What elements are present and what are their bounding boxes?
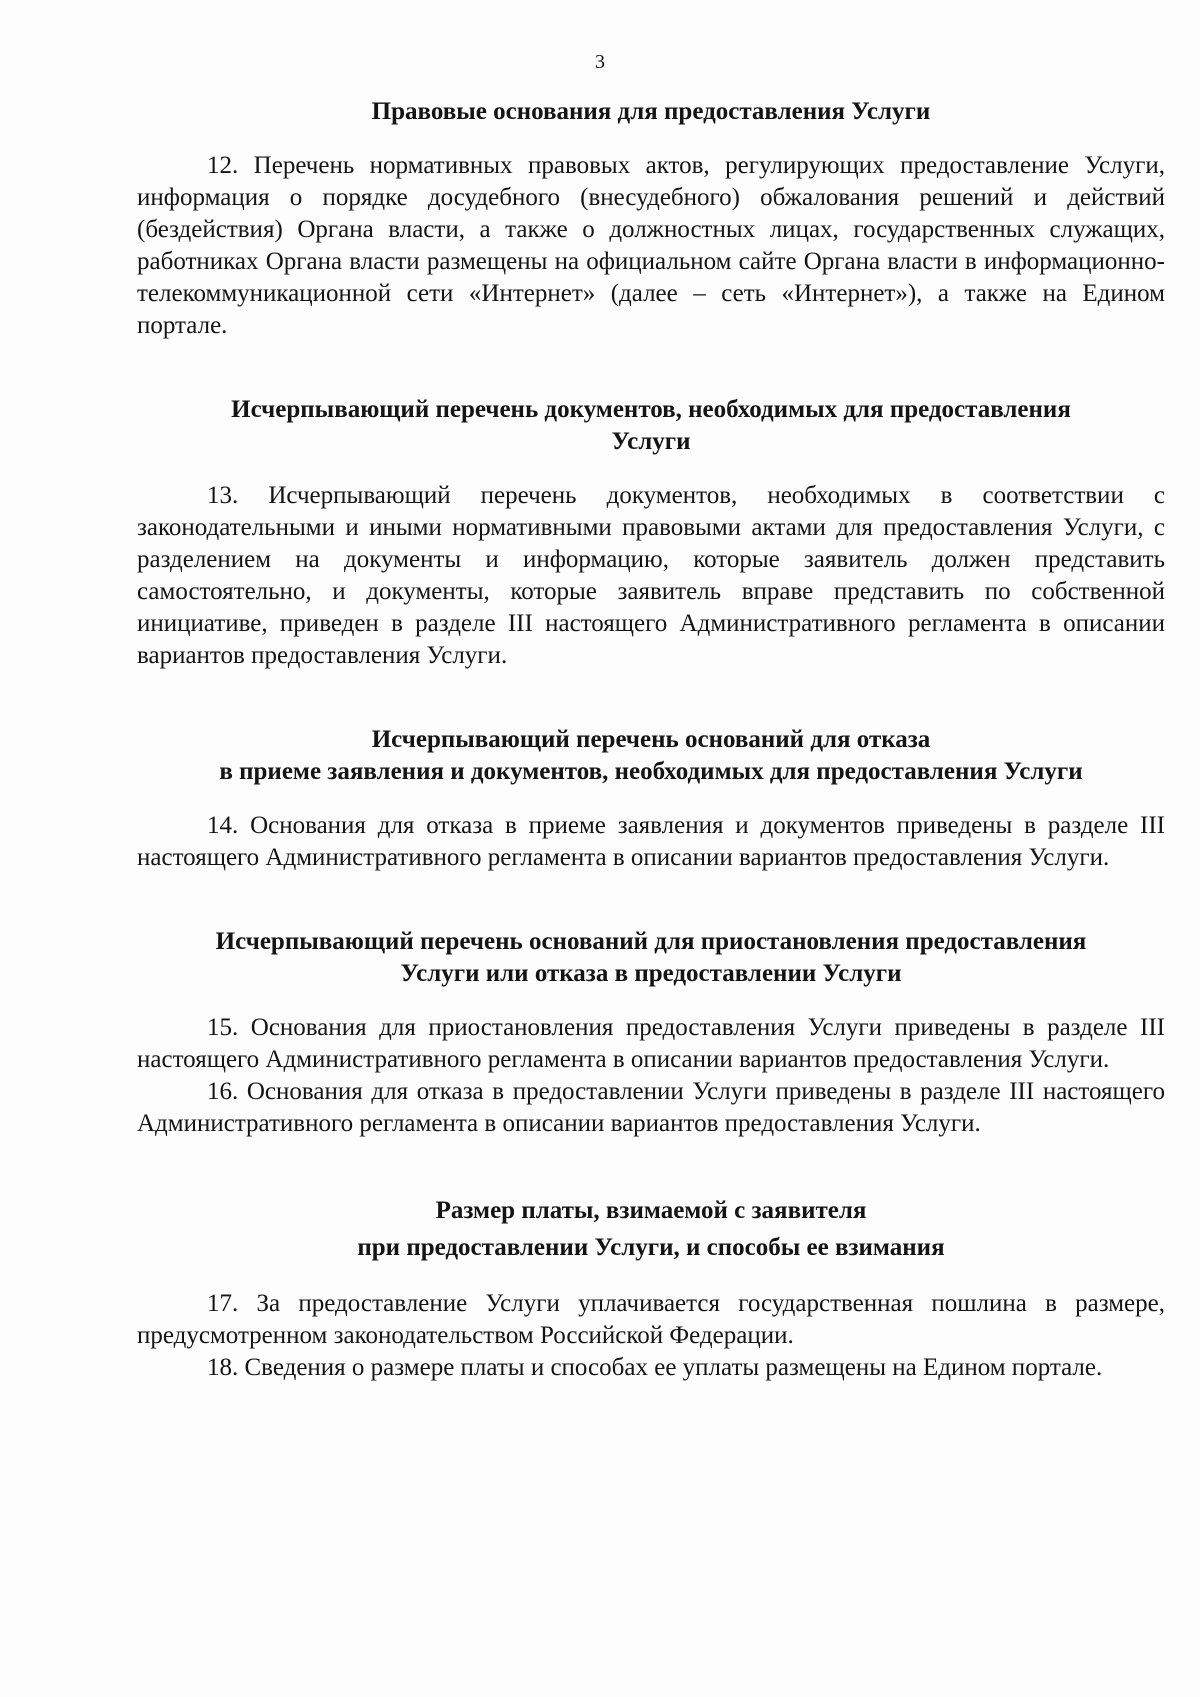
section-heading [137,724,1165,788]
section-legal-grounds [137,96,1165,342]
section-heading [137,96,1165,128]
document-body [137,96,1165,1384]
section-heading-line: Услуги [611,428,691,455]
section-heading-line: Исчерпывающий перечень оснований для отказа [371,726,931,753]
paragraph-16: 16. Основания для отказа в предоставлении Услуги приведены в разделе III настоящего Административного регламента в описании вариантов предоставления Услуги. [137,1078,1165,1137]
paragraph-12: 12. Перечень нормативных правовых актов, регулирующих предоставление Услуги, информация о порядке досудебного (внесудебного) обжалования решений и действий (бездействия) Органа власти, а также о должностных лицах, государственных служащих, работниках Органа власти размещены на официальном сайте Органа власти в информационно-телекоммуникационной сети «Интернет» (далее – сеть «Интернет»), а также на Едином портале. [137,152,1165,339]
section-heading-line: Исчерпывающий перечень оснований для приостановления предоставления [215,928,1087,955]
section-heading [137,394,1165,458]
section-heading [137,926,1165,990]
section-heading-line: Размер платы, взимаемой с заявителя [435,1197,867,1224]
section-documents-list [137,394,1165,672]
section-heading-line: при предоставлении Услуги, и способы ее взимания [357,1234,945,1261]
section-heading-line: в приеме заявления и документов, необходимых для предоставления Услуги [219,758,1083,785]
section-heading-line: Услуги или отказа в предоставлении Услуги [400,960,902,987]
paragraph-14: 14. Основания для отказа в приеме заявления и документов приведены в разделе III настоящего Административного регламента в описании вариантов предоставления Услуги. [137,812,1165,871]
page-number: 3 [595,51,605,73]
paragraph-15: 15. Основания для приостановления предоставления Услуги приведены в разделе III настоящего Административного регламента в описании вариантов предоставления Услуги. [137,1014,1165,1073]
section-refusal-acceptance [137,724,1165,874]
paragraph-13: 13. Исчерпывающий перечень документов, необходимых в соответствии с законодательными и иными нормативными правовыми актами для предоставления Услуги, с разделением на документы и информацию, которые заявитель должен представить самостоятельно, и документы, которые заявитель вправе представить по собственной инициативе, приведен в разделе III настоящего Административного регламента в описании вариантов предоставления Услуги. [137,482,1165,669]
section-heading [137,1192,1165,1266]
section-heading-line: Правовые основания для предоставления Услуги [371,98,931,125]
section-fee [137,1192,1165,1384]
paragraph-17: 17. За предоставление Услуги уплачивается государственная пошлина в размере, предусмотренном законодательством Российской Федерации. [137,1290,1165,1349]
section-heading-line: Исчерпывающий перечень документов, необходимых для предоставления [231,396,1071,423]
section-suspension-refusal [137,926,1165,1140]
paragraph-18: 18. Сведения о размере платы и способах ее уплаты размещены на Едином портале. [207,1354,1103,1381]
